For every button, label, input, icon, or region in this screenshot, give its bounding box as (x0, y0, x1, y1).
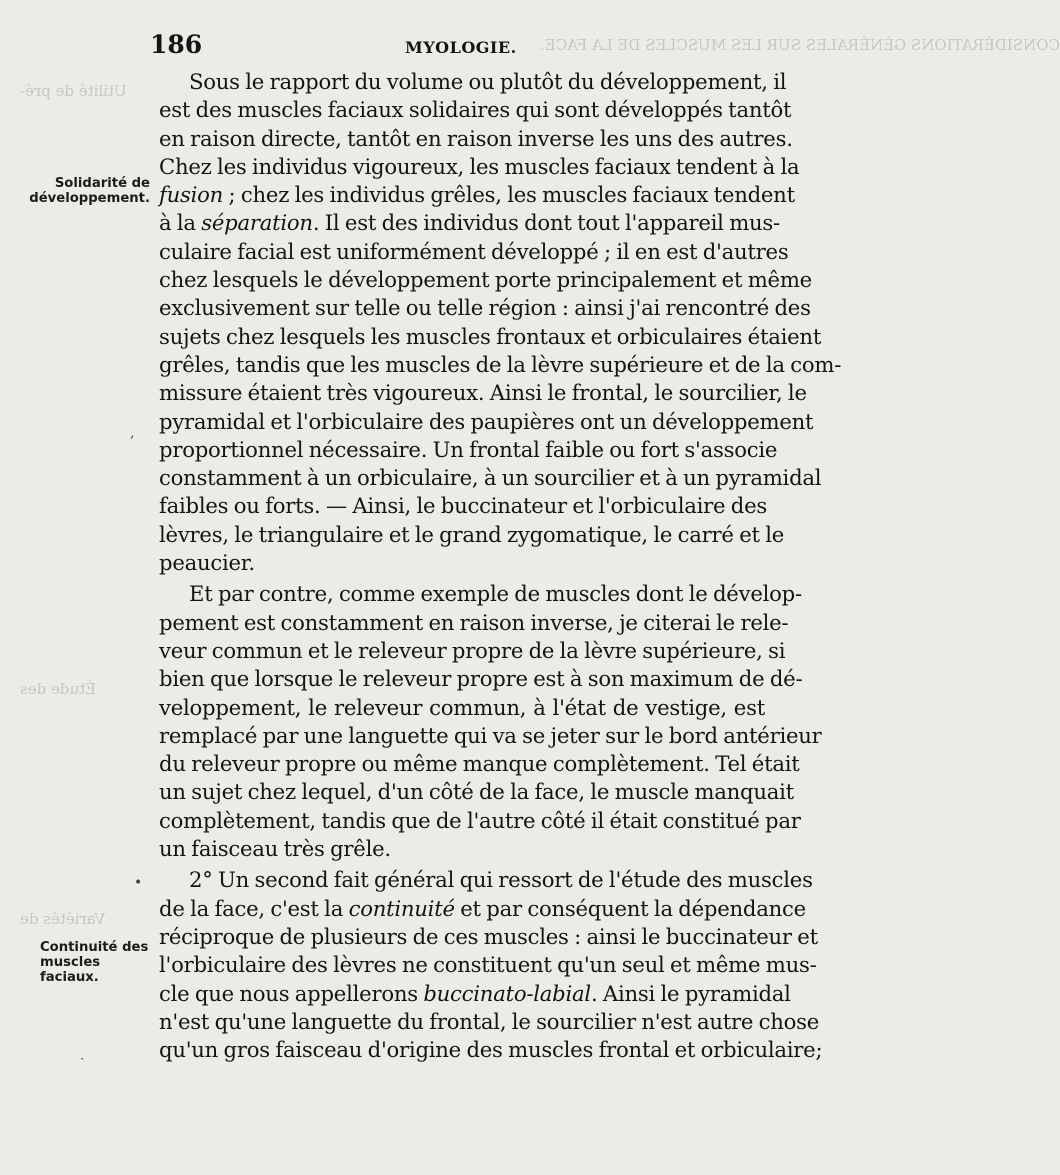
text-line: en raison directe, tantôt en raison inverse les uns des autres. (159, 125, 793, 151)
margin-note-solidarite: Solidarité de développement. (29, 176, 150, 206)
text-line: Sous le rapport du volume ou plutôt du développement, il (189, 69, 787, 94)
text-line: du releveur propre ou même manque complètement. Tel était (159, 751, 800, 777)
text-line: grêles, tandis que les muscles de la lèvre supérieure et de la com- (159, 351, 842, 377)
body-text (159, 68, 842, 1064)
text-line: remplacé par une languette qui va se jeter sur le bord antérieur (159, 722, 822, 748)
bleed-through-margin: Étude des (20, 680, 97, 698)
text-line: complètement, tandis que de l'autre côté il était constitué par (159, 807, 801, 833)
text-line: proportionnel nécessaire. Un frontal faible ou fort s'associe (159, 436, 778, 462)
text-line: culaire facial est uniformément développé ; il en est d'autres (159, 238, 789, 264)
text-line: pement est constamment en raison inverse, je citerai le rele- (159, 609, 789, 635)
running-title: MYOLOGIE. (405, 38, 517, 57)
ink-speck: , (130, 425, 135, 441)
text-line: de la face, c'est la continuité et par conséquent la dépendance (159, 895, 806, 921)
paragraph (159, 68, 842, 577)
text-line: veloppement, le releveur commun, à l'état de vestige, est (159, 694, 765, 720)
italic-term: buccinato-labial (423, 980, 591, 1006)
bleed-through-margin: Variétés de (20, 910, 106, 928)
margin-note-continuite: Continuité des muscles faciaux. (40, 940, 149, 985)
bleed-through-margin: Utilité de pré- (20, 82, 127, 100)
text-line: l'orbiculaire des lèvres ne constituent qu'un seul et même mus- (159, 952, 817, 978)
text-line: veur commun et le releveur propre de la lèvre supérieure, si (159, 637, 786, 663)
italic-term: fusion (159, 182, 224, 208)
text-line: un sujet chez lequel, d'un côté de la face, le muscle manquait (159, 779, 794, 805)
text-line: bien que lorsque le releveur propre est à son maximum de dé- (159, 666, 803, 692)
text-line: sujets chez lesquels les muscles frontaux et orbiculaires étaient (159, 323, 822, 349)
text-line: 2° Un second fait général qui ressort de l'étude des muscles (189, 867, 813, 893)
paragraph (159, 580, 822, 863)
text-line: à la séparation. Il est des individus dont tout l'appareil mus- (159, 210, 780, 236)
page-header (0, 30, 800, 70)
ink-speck: ˎ (80, 1045, 85, 1061)
text-line: exclusivement sur telle ou telle région : ainsi j'ai rencontré des (159, 295, 811, 321)
text-line: missure étaient très vigoureux. Ainsi le frontal, le sourcilier, le (159, 380, 807, 406)
text-line: est des muscles faciaux solidaires qui sont développés tantôt (159, 97, 792, 123)
paragraph (159, 866, 823, 1064)
text-line: lèvres, le triangulaire et le grand zygomatique, le carré et le (159, 521, 785, 547)
text-line: réciproque de plusieurs de ces muscles : ainsi le buccinateur et (159, 923, 818, 949)
text-line: fusion ; chez les individus grêles, les muscles faciaux tendent (159, 182, 795, 208)
italic-term: continuité (348, 895, 455, 921)
ink-speck: • (134, 875, 143, 891)
text-line: pyramidal et l'orbiculaire des paupières ont un développement (159, 408, 814, 434)
text-line: faibles ou forts. — Ainsi, le buccinateur et l'orbiculaire des (159, 493, 768, 519)
page-number: 186 (150, 30, 203, 59)
text-line: Chez les individus vigoureux, les muscles faciaux tendent à la (159, 153, 800, 179)
text-line: constamment à un orbiculaire, à un sourcilier et à un pyramidal (159, 465, 822, 491)
text-line: qu'un gros faisceau d'origine des muscles frontal et orbiculaire; (159, 1037, 823, 1063)
text-line: cle que nous appellerons buccinato-labial. Ainsi le pyramidal (159, 980, 791, 1006)
italic-term: séparation (201, 210, 313, 236)
text-line: peaucier. (159, 550, 255, 576)
bleed-through-header: CONSIDÉRATIONS GÉNÉRALES SUR LES MUSCLES DE LA FACE. (540, 36, 1060, 54)
text-line: un faisceau très grêle. (159, 836, 391, 862)
text-line: chez lesquels le développement porte principalement et même (159, 267, 812, 293)
text-line: Et par contre, comme exemple de muscles dont le dévelop- (189, 581, 802, 607)
text-line: n'est qu'une languette du frontal, le sourcilier n'est autre chose (159, 1008, 820, 1034)
